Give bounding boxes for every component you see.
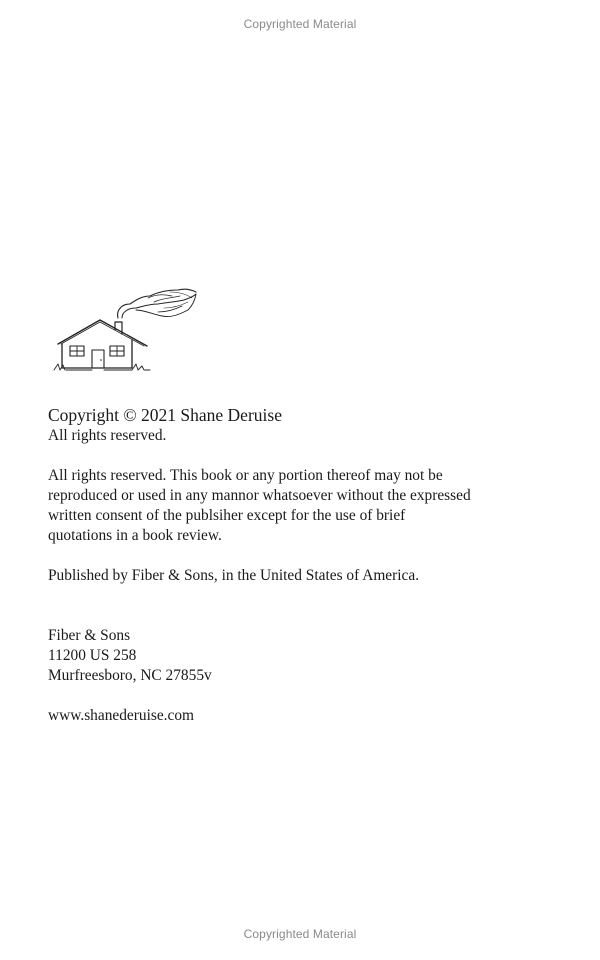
rights-reserved: All rights reserved. [48, 427, 167, 444]
publisher-city: Murfreesboro, NC 27855v [48, 667, 212, 684]
copyright-page-text [48, 404, 518, 726]
watermark-bottom: Copyrighted Material [243, 927, 357, 941]
notice-line-1: All rights reserved. This book or any portion thereof may not be [48, 467, 443, 484]
watermark-top: Copyrighted Material [243, 17, 357, 31]
publisher-street: 11200 US 258 [48, 647, 137, 664]
website: www.shanederuise.com [48, 707, 195, 724]
notice-line-4: quotations in a book review. [48, 527, 222, 544]
published-by: Published by Fiber & Sons, in the United States of America. [48, 567, 420, 584]
publisher-name: Fiber & Sons [48, 627, 131, 644]
notice-line-2: reproduced or used in any mannor whatsoever without the expressed [48, 487, 471, 504]
notice-line-3: written consent of the publsiher except for the use of brief [48, 507, 406, 524]
house-with-smoking-chimney-icon [52, 284, 202, 376]
copyright-line: Copyright © 2021 Shane Deruise [48, 405, 282, 425]
